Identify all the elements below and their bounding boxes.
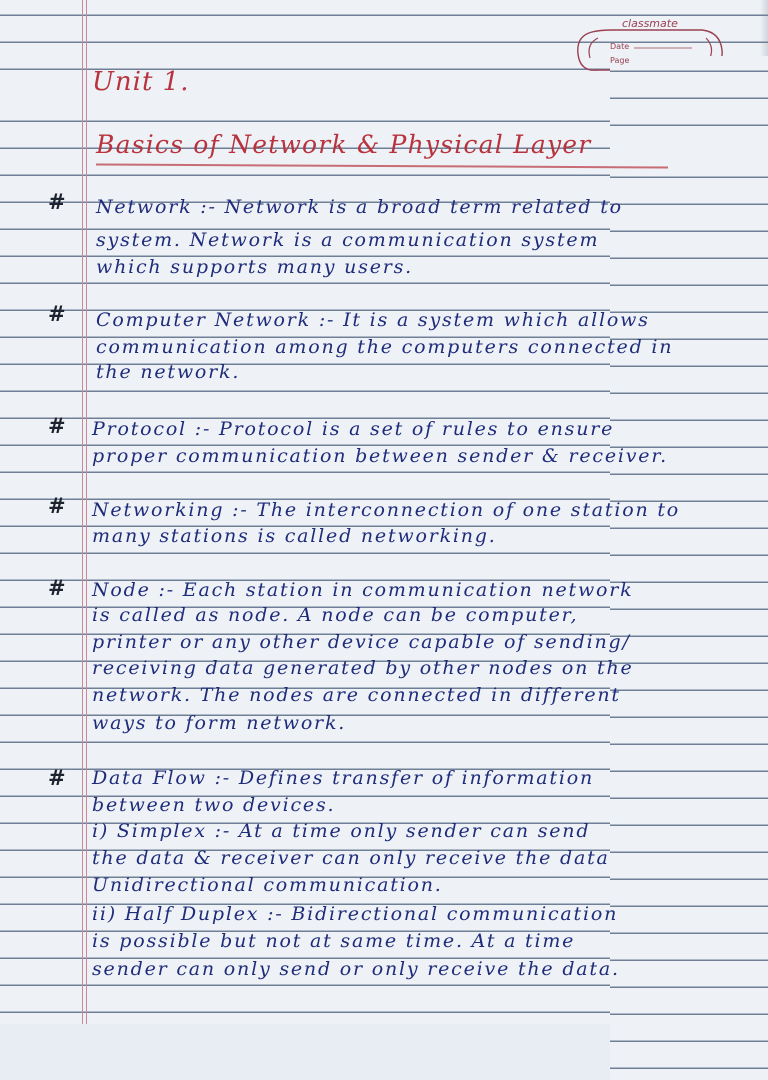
entry-protocol-line-1: Protocol :- Protocol is a set of rules to ensure	[92, 418, 615, 440]
simplex-line-3: Unidirectional communication.	[92, 874, 443, 896]
margin-line-right	[86, 0, 87, 1024]
entry-computer-network-line-1: Computer Network :- It is a system which allows	[96, 309, 650, 331]
entry-network-line-1: Network :- Network is a broad term related to	[96, 196, 623, 218]
entry-hash-network: #	[48, 190, 66, 214]
entry-node-line-4: receiving data generated by other nodes on the	[92, 657, 634, 679]
entry-protocol-line-2: proper communication between sender & receiver.	[92, 445, 668, 467]
entry-node-line-2: is called as node. A node can be computer,	[92, 604, 579, 626]
half-duplex-line-1: ii) Half Duplex :- Bidirectional communication	[92, 903, 619, 925]
simplex-line-2: the data & receiver can only receive the data	[92, 847, 610, 869]
entry-data-flow-line-1: Data Flow :- Defines transfer of information	[92, 767, 595, 789]
entry-computer-network-line-2: communication among the computers connected in	[96, 336, 674, 358]
entry-networking-line-2: many stations is called networking.	[92, 525, 497, 547]
margin-line-left	[82, 0, 83, 1024]
entry-node-line-1: Node :- Each station in communication network	[92, 579, 634, 601]
entry-hash-data-flow: #	[48, 766, 66, 790]
entry-node-line-6: ways to form network.	[92, 712, 347, 734]
unit-heading: Unit 1.	[92, 67, 190, 97]
entry-network-line-2: system. Network is a communication system	[96, 229, 600, 251]
entry-node-line-3: printer or any other device capable of sending/	[92, 631, 631, 653]
entry-hash-protocol: #	[48, 414, 66, 438]
logo-date-label: Date	[610, 42, 630, 51]
entry-data-flow-line-2: between two devices.	[92, 794, 336, 816]
classmate-logo	[572, 14, 730, 80]
half-duplex-line-2: is possible but not at same time. At a time	[92, 930, 576, 952]
logo-brand: classmate	[622, 17, 678, 30]
title-underline	[96, 164, 668, 169]
entry-node-line-5: network. The nodes are connected in different	[92, 684, 621, 706]
entry-networking-line-1: Networking :- The interconnection of one station to	[92, 499, 680, 521]
entry-hash-networking: #	[48, 494, 66, 518]
entry-hash-node: #	[48, 576, 66, 600]
entry-network-line-3: which supports many users.	[96, 256, 414, 278]
simplex-line-1: i) Simplex :- At a time only sender can send	[92, 820, 591, 842]
page-title: Basics of Network & Physical Layer	[96, 130, 592, 159]
entry-computer-network-line-3: the network.	[96, 361, 241, 383]
half-duplex-line-3: sender can only send or only receive the data.	[92, 958, 620, 980]
entry-hash-computer-network: #	[48, 302, 66, 326]
logo-page-label: Page	[610, 56, 768, 1080]
